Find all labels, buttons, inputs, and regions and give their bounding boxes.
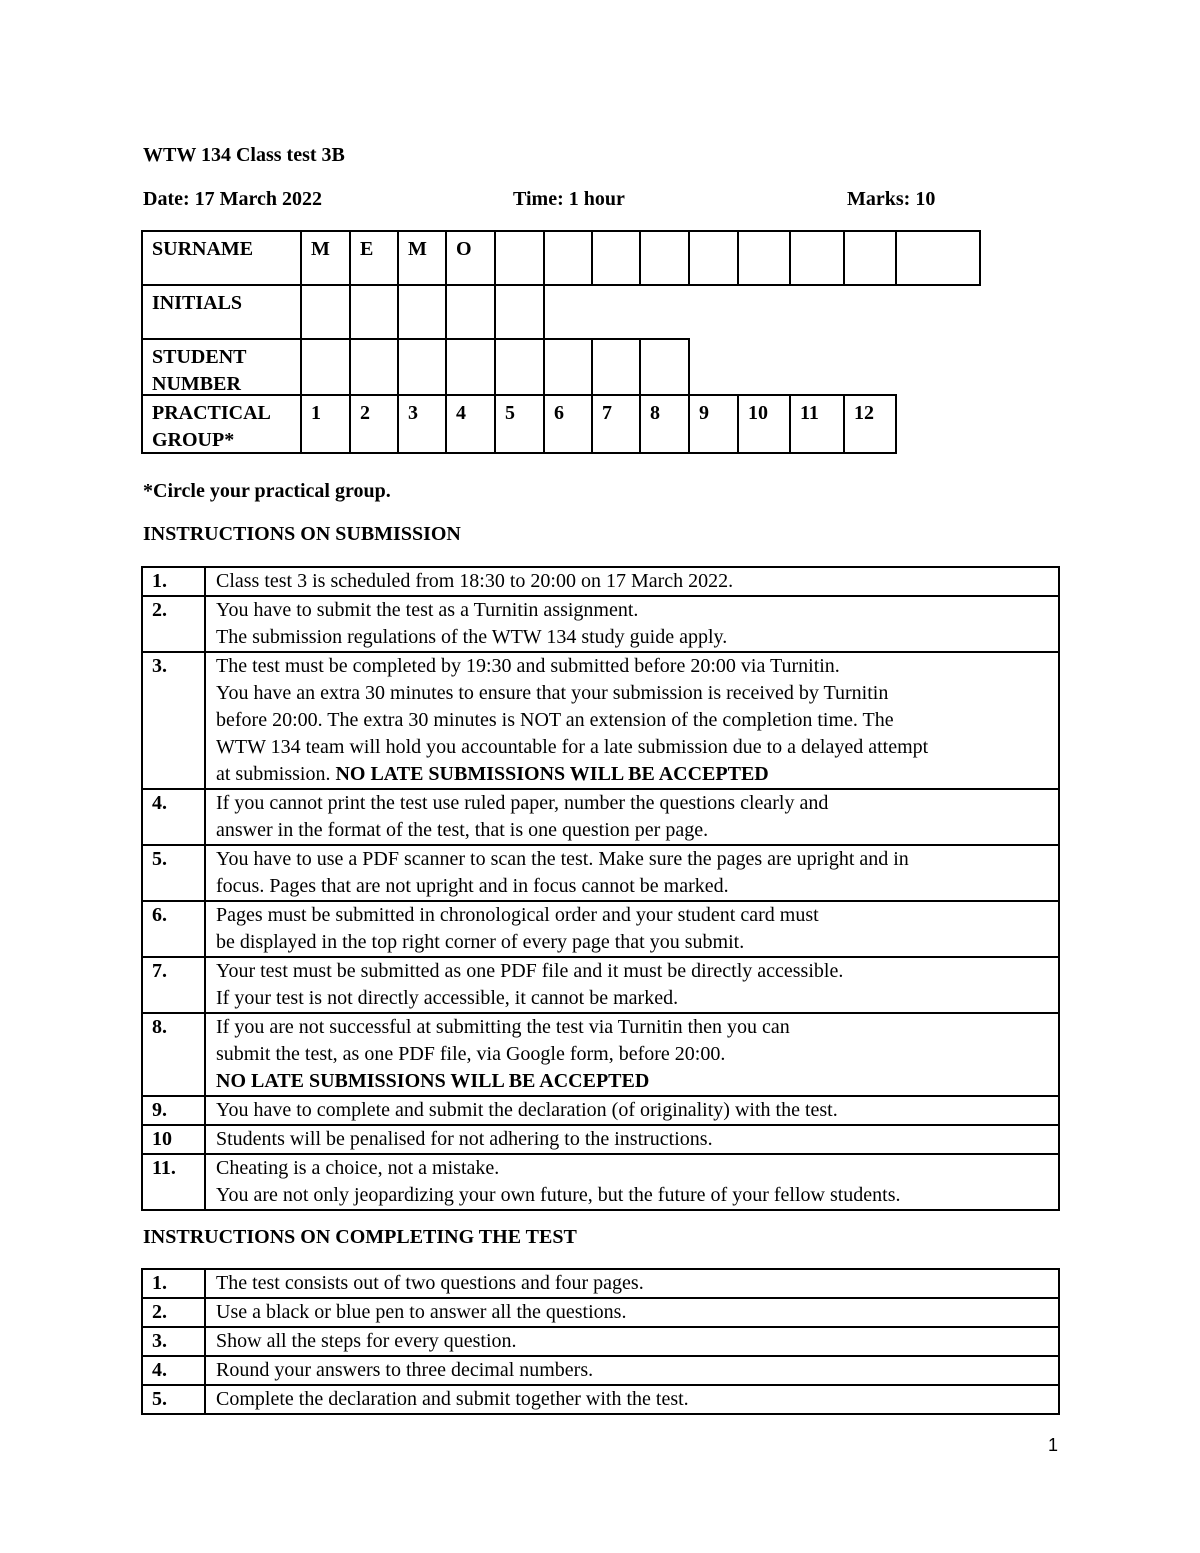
instruction-text [205,1269,1059,1298]
instruction-number: 6. [142,901,205,957]
instruction-line: If your test is not directly accessible, it cannot be marked. [216,987,679,1009]
submission-instruction-row [142,652,1059,789]
student-number-box[interactable] [349,338,399,396]
student-number-label-line-1: STUDENT [152,346,247,368]
instruction-line [216,761,1058,788]
instruction-text [205,567,1059,596]
completion-instruction-row [142,1356,1059,1385]
instruction-number: 4. [142,1356,205,1385]
instruction-text [205,1125,1059,1154]
initials-box[interactable] [397,284,447,340]
instruction-number: 9. [142,1096,205,1125]
test-marks: Marks: 10 [847,188,936,210]
practical-group-option[interactable]: 2 [349,394,399,454]
practical-group-option[interactable]: 10 [737,394,791,454]
initials-box[interactable] [494,284,545,340]
initials-box[interactable] [349,284,399,340]
surname-box[interactable]: E [349,230,399,286]
instruction-text [205,1013,1059,1096]
student-number-box[interactable] [494,338,545,396]
instruction-line: Complete the declaration and submit together with the test. [216,1388,689,1410]
student-number-box[interactable] [543,338,593,396]
completion-instructions-table [141,1268,1060,1415]
submission-instruction-row [142,901,1059,957]
practical-group-label-line-1: PRACTICAL [152,402,271,424]
instruction-line: You are not only jeopardizing your own future, but the future of your fellow students. [216,1184,901,1206]
surname-box[interactable] [843,230,897,286]
submission-instruction-row [142,1125,1059,1154]
submission-instruction-row [142,1013,1059,1096]
submission-instruction-row [142,1154,1059,1210]
instruction-line: The test consists out of two questions and four pages. [216,1272,644,1294]
practical-group-option[interactable]: 1 [300,394,351,454]
instruction-text [205,596,1059,652]
instruction-text [205,1385,1059,1414]
initials-box[interactable] [445,284,496,340]
instruction-text [205,1327,1059,1356]
instruction-number: 3. [142,1327,205,1356]
instruction-text [205,789,1059,845]
practical-group-option[interactable]: 5 [494,394,545,454]
instruction-line: WTW 134 team will hold you accountable for a late submission due to a delayed attempt [216,736,929,758]
instruction-line: You have to use a PDF scanner to scan the test. Make sure the pages are upright and in [216,848,909,870]
surname-box[interactable] [639,230,690,286]
instruction-number: 2. [142,1298,205,1327]
instruction-line: be displayed in the top right corner of every page that you submit. [216,931,745,953]
instruction-number: 5. [142,1385,205,1414]
initials-box[interactable] [300,284,351,340]
submission-instructions-heading: INSTRUCTIONS ON SUBMISSION [143,523,461,545]
practical-group-option[interactable]: 6 [543,394,593,454]
instruction-line: answer in the format of the test, that is one question per page. [216,819,709,841]
circle-group-note: *Circle your practical group. [143,480,391,502]
surname-box[interactable]: M [300,230,351,286]
submission-instruction-row [142,1096,1059,1125]
late-submission-warning: NO LATE SUBMISSIONS WILL BE ACCEPTED [216,1070,650,1092]
instruction-text [205,1298,1059,1327]
practical-group-label-line-2: GROUP* [152,429,235,451]
practical-group-option[interactable]: 9 [688,394,739,454]
instruction-number: 2. [142,596,205,652]
practical-group-option[interactable]: 8 [639,394,690,454]
instruction-line: submit the test, as one PDF file, via Google form, before 20:00. [216,1043,726,1065]
late-submission-warning: NO LATE SUBMISSIONS WILL BE ACCEPTED [335,763,769,785]
surname-box[interactable]: M [397,230,447,286]
instruction-line: If you are not successful at submitting the test via Turnitin then you can [216,1016,790,1038]
submission-instruction-row [142,596,1059,652]
instruction-line: Class test 3 is scheduled from 18:30 to 20:00 on 17 March 2022. [216,570,734,592]
practical-group-option[interactable]: 11 [789,394,845,454]
submission-instructions-table [141,566,1060,1211]
test-date: Date: 17 March 2022 [143,188,323,210]
instruction-line: If you cannot print the test use ruled paper, number the questions clearly and [216,792,829,814]
surname-box[interactable]: O [445,230,496,286]
student-number-box[interactable] [591,338,641,396]
instruction-line: You have an extra 30 minutes to ensure that your submission is received by Turnitin [216,682,889,704]
instruction-text [205,845,1059,901]
student-number-label [141,338,302,396]
instruction-number: 5. [142,845,205,901]
completion-instruction-row [142,1269,1059,1298]
instruction-text [205,1096,1059,1125]
surname-box[interactable] [789,230,845,286]
instruction-number: 1. [142,1269,205,1298]
surname-box[interactable] [543,230,593,286]
instruction-line-start: at submission. [216,763,336,785]
surname-label: SURNAME [141,230,302,286]
instruction-number: 11. [142,1154,205,1210]
practical-group-option[interactable]: 4 [445,394,496,454]
instruction-line: You have to submit the test as a Turnitin assignment. [216,599,639,621]
surname-box[interactable] [895,230,981,286]
practical-group-option[interactable]: 12 [843,394,897,454]
surname-box[interactable] [737,230,791,286]
instruction-line: Your test must be submitted as one PDF file and it must be directly accessible. [216,960,844,982]
completion-instruction-row [142,1385,1059,1414]
instruction-text [205,957,1059,1013]
instruction-text [205,1154,1059,1210]
practical-group-option[interactable]: 3 [397,394,447,454]
student-details-grid [141,230,981,454]
test-duration: Time: 1 hour [513,188,625,210]
instruction-line: Use a black or blue pen to answer all the questions. [216,1301,627,1323]
surname-box[interactable] [494,230,545,286]
submission-instruction-row [142,957,1059,1013]
student-number-label-line-2: NUMBER [152,373,241,395]
instruction-text [205,901,1059,957]
instruction-number: 1. [142,567,205,596]
instruction-line: Students will be penalised for not adhering to the instructions. [216,1128,713,1150]
submission-instruction-row [142,567,1059,596]
completion-instruction-row [142,1298,1059,1327]
student-number-box[interactable] [300,338,351,396]
instruction-number: 10 [142,1125,205,1154]
instruction-line: Pages must be submitted in chronological order and your student card must [216,904,819,926]
surname-box[interactable] [591,230,641,286]
instruction-number: 4. [142,789,205,845]
student-number-box[interactable] [445,338,496,396]
submission-instruction-row [142,789,1059,845]
instruction-line: You have to complete and submit the declaration (of originality) with the test. [216,1099,838,1121]
instruction-text [205,652,1059,789]
practical-group-label [141,394,302,454]
page-number: 1 [1047,1435,1058,1455]
instruction-line: focus. Pages that are not upright and in focus cannot be marked. [216,875,729,897]
student-number-box[interactable] [397,338,447,396]
instruction-number: 3. [142,652,205,789]
instruction-line: Cheating is a choice, not a mistake. [216,1157,500,1179]
instruction-number: 8. [142,1013,205,1096]
instruction-text [205,1356,1059,1385]
instruction-line: The submission regulations of the WTW 134 study guide apply. [216,626,728,648]
practical-group-option[interactable]: 7 [591,394,641,454]
submission-instruction-row [142,845,1059,901]
instruction-line: before 20:00. The extra 30 minutes is NOT an extension of the completion time. The [216,709,894,731]
document-title: WTW 134 Class test 3B [143,144,345,166]
instruction-line: Show all the steps for every question. [216,1330,517,1352]
instruction-number: 7. [142,957,205,1013]
completion-instruction-row [142,1327,1059,1356]
completion-instructions-heading: INSTRUCTIONS ON COMPLETING THE TEST [143,1226,577,1248]
instruction-line: The test must be completed by 19:30 and submitted before 20:00 via Turnitin. [216,655,840,677]
student-number-box[interactable] [639,338,690,396]
initials-label: INITIALS [141,284,302,340]
surname-box[interactable] [688,230,739,286]
instruction-line: Round your answers to three decimal numbers. [216,1359,594,1381]
